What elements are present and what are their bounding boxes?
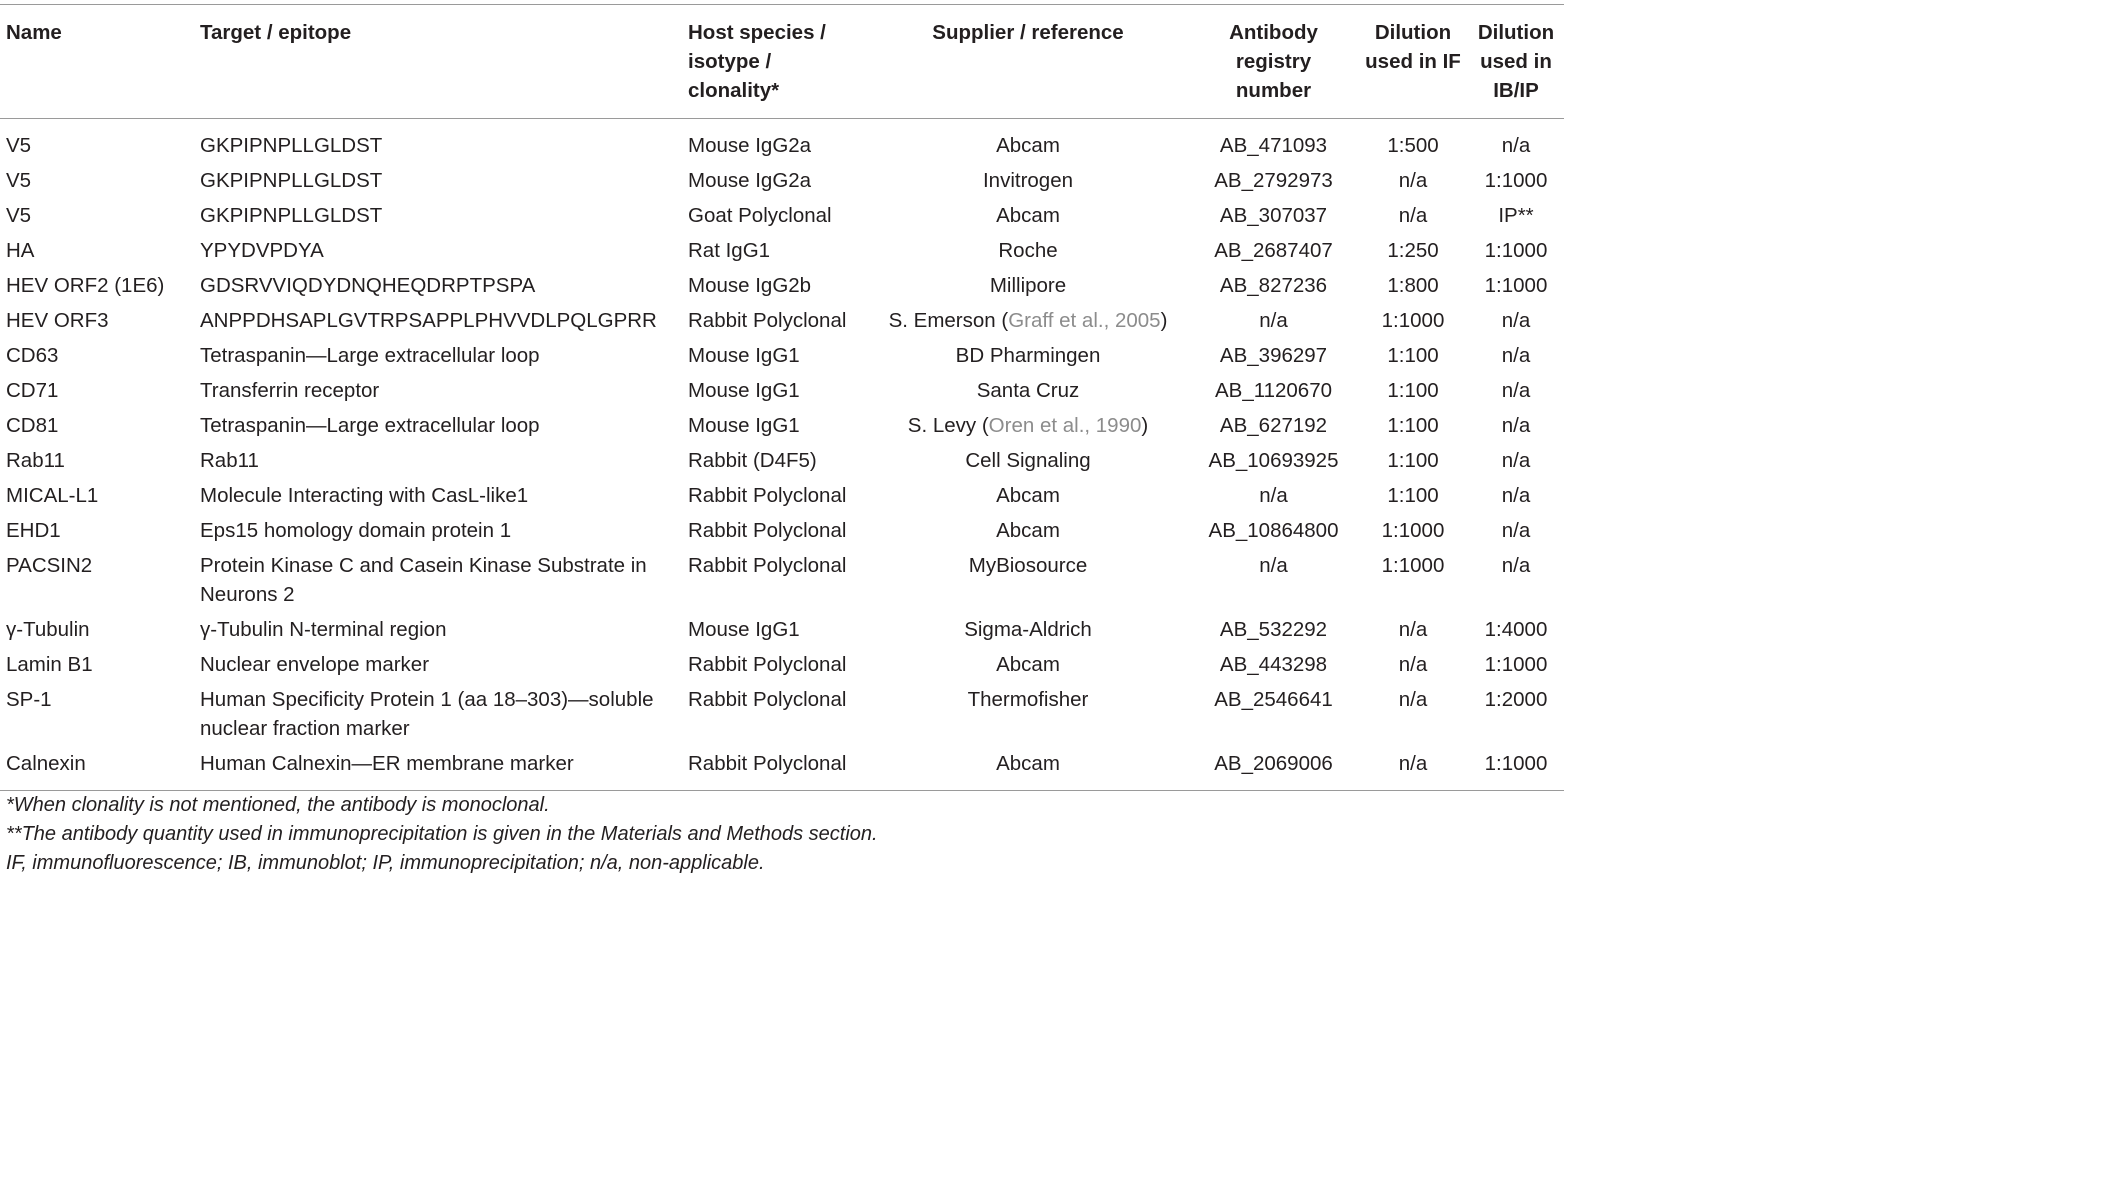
cell-host: Mouse IgG2b: [688, 274, 812, 297]
cell-dilution-if: 1:250: [1387, 239, 1439, 262]
cell-dilution-if: n/a: [1398, 653, 1428, 676]
header-dilution-ibip: Dilution used in IB/IP: [1477, 21, 1555, 102]
header-target: Target / epitope: [200, 21, 352, 44]
cell-name: HA: [6, 239, 35, 262]
header-host: Host species / isotype / clonality*: [688, 21, 826, 102]
cell-dilution-if: n/a: [1398, 618, 1428, 641]
cell-dilution-if: 1:500: [1387, 134, 1439, 157]
table-row: [0, 516, 1564, 551]
cell-supplier: Millipore: [989, 274, 1067, 297]
cell-dilution-ibip: n/a: [1501, 449, 1531, 472]
cell-name: MICAL-L1: [6, 484, 99, 507]
cell-host: Mouse IgG1: [688, 618, 800, 641]
cell-supplier: Cell Signaling: [965, 449, 1091, 472]
cell-name: V5: [6, 204, 32, 227]
cell-target: YPYDVPDYA: [200, 239, 324, 262]
cell-host: Rabbit (D4F5): [688, 449, 817, 472]
cell-dilution-ibip: n/a: [1501, 379, 1531, 402]
cell-host: Rabbit Polyclonal: [688, 752, 847, 775]
cell-supplier: Abcam: [996, 653, 1060, 676]
cell-dilution-if: 1:1000: [1381, 554, 1445, 577]
cell-supplier: Abcam: [996, 204, 1060, 227]
cell-target: GDSRVVIQDYDNQHEQDRPTPSPA: [200, 274, 536, 297]
cell-dilution-ibip: 1:4000: [1484, 618, 1548, 641]
cell-supplier: S. Emerson (Graff et al., 2005): [888, 309, 1168, 332]
cell-registry: AB_443298: [1219, 653, 1328, 676]
cell-host: Mouse IgG1: [688, 344, 800, 367]
table-row: [0, 650, 1564, 685]
cell-dilution-ibip: n/a: [1501, 554, 1531, 577]
cell-registry: AB_471093: [1219, 134, 1328, 157]
cell-supplier: Thermofisher: [967, 688, 1089, 711]
cell-registry: AB_10693925: [1208, 449, 1339, 472]
table-footnotes: [6, 791, 878, 878]
table-row: [0, 481, 1564, 516]
supplier-name: S. Levy: [907, 414, 977, 437]
cell-supplier: Invitrogen: [982, 169, 1074, 192]
cell-dilution-if: 1:100: [1387, 344, 1439, 367]
cell-target: GKPIPNPLLGLDST: [200, 204, 383, 227]
cell-registry: AB_627192: [1219, 414, 1328, 437]
cell-name: V5: [6, 134, 32, 157]
cell-target: Transferrin receptor: [200, 379, 380, 402]
cell-name: Rab11: [6, 449, 65, 472]
table-row: [0, 685, 1564, 749]
cell-dilution-if: 1:100: [1387, 379, 1439, 402]
cell-host: Mouse IgG2a: [688, 134, 812, 157]
cell-supplier: MyBiosource: [968, 554, 1088, 577]
cell-registry: AB_1120670: [1214, 379, 1333, 402]
cell-dilution-ibip: 1:2000: [1484, 688, 1548, 711]
cell-dilution-if: 1:1000: [1381, 309, 1445, 332]
table-row: [0, 166, 1564, 201]
supplier-name: S. Emerson: [888, 309, 996, 332]
cell-registry: AB_10864800: [1208, 519, 1339, 542]
footnote-clonality: *When clonality is not mentioned, the antibody is monoclonal.: [6, 794, 550, 816]
table-row: [0, 615, 1564, 650]
cell-host: Rabbit Polyclonal: [688, 554, 847, 577]
cell-registry: AB_827236: [1219, 274, 1328, 297]
cell-dilution-if: 1:800: [1387, 274, 1439, 297]
header-dilution-if: Dilution used in IF: [1365, 21, 1461, 73]
cell-dilution-ibip: n/a: [1501, 484, 1531, 507]
cell-target: Human Specificity Protein 1 (aa 18–303)—soluble nuclear fraction marker: [200, 688, 654, 740]
cell-name: γ-Tubulin: [6, 618, 90, 641]
cell-dilution-ibip: 1:1000: [1484, 752, 1548, 775]
header-supplier: Supplier / reference: [932, 21, 1124, 44]
cell-registry: AB_2687407: [1214, 239, 1333, 262]
cell-dilution-if: n/a: [1398, 204, 1428, 227]
table-row: [0, 376, 1564, 411]
cell-supplier: Abcam: [996, 484, 1060, 507]
table-row: [0, 411, 1564, 446]
cell-host: Rabbit Polyclonal: [688, 688, 847, 711]
cell-name: SP-1: [6, 688, 52, 711]
cell-registry: AB_532292: [1219, 618, 1328, 641]
cell-name: PACSIN2: [6, 554, 93, 577]
table-row: [0, 236, 1564, 271]
cell-target: GKPIPNPLLGLDST: [200, 134, 383, 157]
cell-host: Mouse IgG1: [688, 414, 800, 437]
cell-target: Molecule Interacting with CasL-like1: [200, 484, 529, 507]
cell-dilution-ibip: n/a: [1501, 519, 1531, 542]
cell-dilution-if: 1:1000: [1381, 519, 1445, 542]
reference-link[interactable]: Oren et al., 1990: [988, 414, 1142, 437]
cell-supplier: S. Levy (Oren et al., 1990): [907, 414, 1149, 437]
cell-host: Rat IgG1: [688, 239, 771, 262]
cell-target: Rab11: [200, 449, 259, 472]
table-row: [0, 271, 1564, 306]
cell-dilution-ibip: IP**: [1498, 204, 1534, 227]
cell-host: Mouse IgG2a: [688, 169, 812, 192]
table-row: [0, 119, 1564, 167]
cell-target: Tetraspanin—Large extracellular loop: [200, 344, 540, 367]
cell-name: HEV ORF3: [6, 309, 109, 332]
cell-dilution-ibip: 1:1000: [1484, 169, 1548, 192]
table-row: [0, 446, 1564, 481]
cell-registry: AB_307037: [1219, 204, 1328, 227]
cell-name: CD63: [6, 344, 59, 367]
cell-dilution-ibip: n/a: [1501, 134, 1531, 157]
cell-name: V5: [6, 169, 32, 192]
header-name: Name: [6, 21, 62, 44]
cell-dilution-ibip: 1:1000: [1484, 239, 1548, 262]
cell-target: Human Calnexin—ER membrane marker: [200, 752, 574, 775]
cell-host: Goat Polyclonal: [688, 204, 832, 227]
cell-registry: n/a: [1259, 554, 1288, 577]
cell-supplier: BD Pharmingen: [955, 344, 1101, 367]
cell-dilution-if: n/a: [1398, 688, 1428, 711]
cell-supplier: Sigma-Aldrich: [964, 618, 1092, 641]
cell-registry: AB_2069006: [1214, 752, 1333, 775]
table-row: [0, 551, 1564, 615]
footnote-ip-quantity: **The antibody quantity used in immunoprecipitation is given in the Materials and Methods section.: [6, 823, 878, 845]
cell-name: EHD1: [6, 519, 61, 542]
footnote-abbreviations: IF, immunofluorescence; IB, immunoblot; IP, immunoprecipitation; n/a, non-applicable.: [6, 852, 765, 874]
cell-supplier: Abcam: [996, 752, 1060, 775]
cell-registry: n/a: [1259, 309, 1288, 332]
table-row: [0, 341, 1564, 376]
cell-name: Lamin B1: [6, 653, 93, 676]
cell-host: Rabbit Polyclonal: [688, 653, 847, 676]
cell-registry: n/a: [1259, 484, 1288, 507]
cell-dilution-ibip: n/a: [1501, 309, 1531, 332]
cell-target: Protein Kinase C and Casein Kinase Substrate in Neurons 2: [200, 554, 647, 606]
cell-name: HEV ORF2 (1E6): [6, 274, 165, 297]
cell-dilution-ibip: 1:1000: [1484, 274, 1548, 297]
cell-supplier: Abcam: [996, 134, 1060, 157]
cell-dilution-if: n/a: [1398, 169, 1428, 192]
cell-registry: AB_2546641: [1214, 688, 1333, 711]
cell-target: Nuclear envelope marker: [200, 653, 430, 676]
cell-target: γ-Tubulin N-terminal region: [200, 618, 447, 641]
cell-registry: AB_396297: [1219, 344, 1328, 367]
cell-name: Calnexin: [6, 752, 86, 775]
cell-target: ANPPDHSAPLGVTRPSAPPLPHVVDLPQLGPRR: [200, 309, 657, 332]
reference-link[interactable]: Graff et al., 2005: [1008, 309, 1161, 332]
cell-dilution-ibip: n/a: [1501, 414, 1531, 437]
cell-host: Mouse IgG1: [688, 379, 800, 402]
cell-supplier: Roche: [998, 239, 1058, 262]
cell-dilution-if: 1:100: [1387, 449, 1439, 472]
cell-name: CD71: [6, 379, 59, 402]
cell-host: Rabbit Polyclonal: [688, 309, 847, 332]
antibody-table: [0, 4, 1564, 791]
cell-host: Rabbit Polyclonal: [688, 519, 847, 542]
cell-dilution-if: 1:100: [1387, 414, 1439, 437]
cell-target: Tetraspanin—Large extracellular loop: [200, 414, 540, 437]
cell-dilution-ibip: 1:1000: [1484, 653, 1548, 676]
cell-supplier: Santa Cruz: [976, 379, 1080, 402]
cell-target: GKPIPNPLLGLDST: [200, 169, 383, 192]
cell-supplier: Abcam: [996, 519, 1060, 542]
cell-registry: AB_2792973: [1214, 169, 1333, 192]
cell-name: CD81: [6, 414, 59, 437]
cell-dilution-if: n/a: [1398, 752, 1428, 775]
header-registry: Antibody registry number: [1229, 21, 1318, 102]
table-row: [0, 201, 1564, 236]
table-header-row: [0, 5, 1564, 119]
table-row: [0, 306, 1564, 341]
cell-host: Rabbit Polyclonal: [688, 484, 847, 507]
cell-dilution-if: 1:100: [1387, 484, 1439, 507]
cell-target: Eps15 homology domain protein 1: [200, 519, 512, 542]
cell-dilution-ibip: n/a: [1501, 344, 1531, 367]
table-row: [0, 749, 1564, 791]
